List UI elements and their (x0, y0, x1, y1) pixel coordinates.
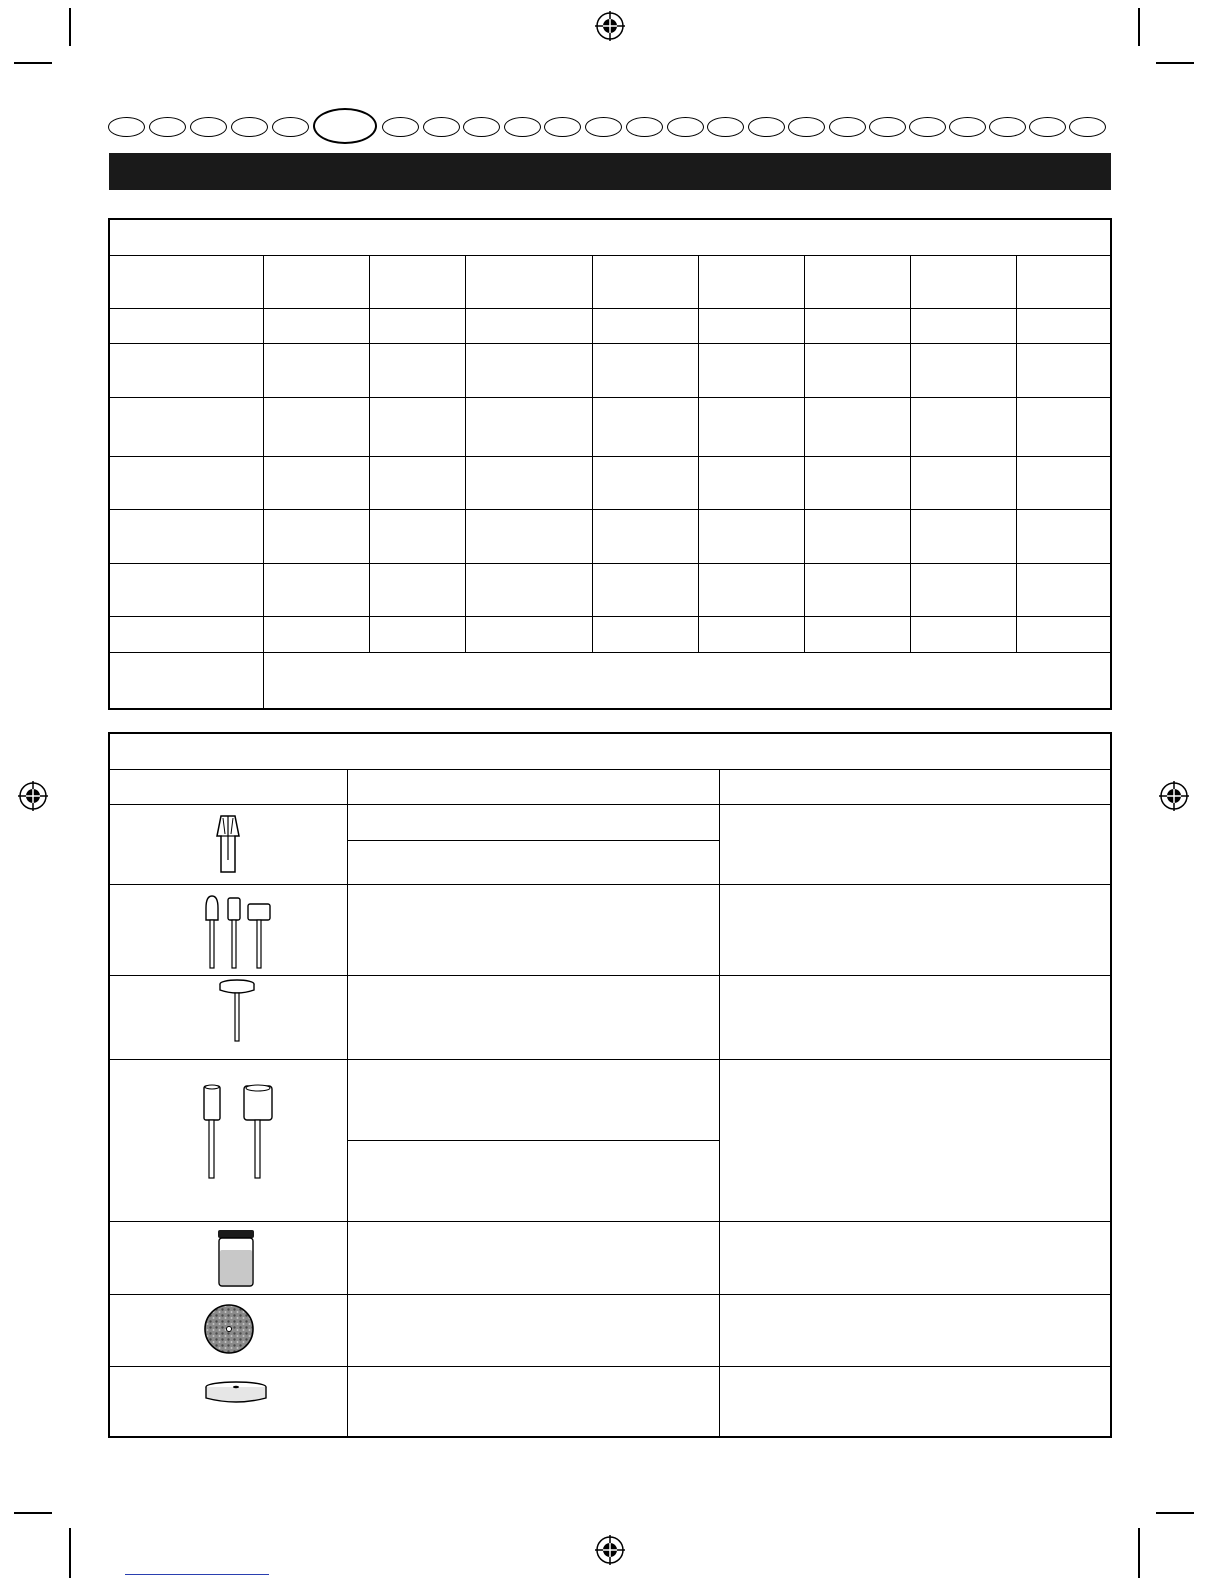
table-row-divider (110, 769, 1110, 770)
language-tab[interactable] (190, 117, 227, 137)
language-tab[interactable] (909, 117, 946, 137)
table-row-divider (110, 456, 1110, 457)
polishing-compound-jar-icon (216, 1228, 256, 1288)
section-header-bar (109, 153, 1111, 190)
language-tab[interactable] (829, 117, 866, 137)
language-tab[interactable] (949, 117, 986, 137)
table-row-divider (110, 509, 1110, 510)
crop-mark-bottom-left-horizontal (14, 1512, 52, 1514)
language-tab[interactable] (504, 117, 541, 137)
table-column-divider (804, 255, 805, 652)
crop-mark-top-right-vertical (1138, 8, 1140, 46)
table-row-divider (110, 804, 1110, 805)
language-tab[interactable] (869, 117, 906, 137)
table-row-divider (110, 652, 1110, 653)
polishing-wheel-mandrel-icon (218, 978, 256, 1042)
technical-data-table (108, 218, 1112, 710)
table-column-divider (910, 255, 911, 652)
table-column-divider (592, 255, 593, 652)
language-tab[interactable] (423, 117, 460, 137)
registration-mark-bottom-icon (594, 1534, 626, 1566)
table-row-divider (110, 616, 1110, 617)
language-tab[interactable] (382, 117, 419, 137)
table-column-divider (1016, 255, 1017, 652)
table-subrow-divider (347, 1140, 719, 1141)
language-tab[interactable] (231, 117, 268, 137)
language-tab[interactable] (108, 117, 145, 137)
felt-wheel-icon (204, 1380, 268, 1406)
language-tab[interactable] (463, 117, 500, 137)
footer-link[interactable] (125, 1574, 269, 1575)
language-tab[interactable] (1029, 117, 1066, 137)
table-row-divider (110, 975, 1110, 976)
table-column-divider (263, 255, 264, 708)
crop-mark-top-right-horizontal (1156, 62, 1194, 64)
table-column-divider (698, 255, 699, 652)
table-row-divider (110, 397, 1110, 398)
registration-mark-right-icon (1158, 780, 1190, 812)
table-row-divider (110, 308, 1110, 309)
registration-mark-top-icon (594, 10, 626, 42)
crop-mark-bottom-left-vertical (69, 1528, 71, 1578)
language-tabs (108, 108, 1108, 148)
language-tab[interactable] (989, 117, 1026, 137)
crop-mark-top-left-vertical (69, 8, 71, 46)
table-row-divider (110, 563, 1110, 564)
registration-mark-left-icon (17, 780, 49, 812)
language-tab[interactable] (585, 117, 622, 137)
table-row-divider (110, 1366, 1110, 1367)
table-row-divider (110, 1059, 1110, 1060)
language-tab-active[interactable] (313, 108, 377, 144)
crop-mark-bottom-right-horizontal (1156, 1512, 1194, 1514)
accessories-table (108, 732, 1112, 1438)
table-row-divider (110, 1221, 1110, 1222)
table-column-divider (465, 255, 466, 652)
table-column-divider (719, 769, 720, 1436)
table-column-divider (347, 769, 348, 1436)
crop-mark-top-left-horizontal (14, 62, 52, 64)
language-tab[interactable] (788, 117, 825, 137)
language-tab[interactable] (748, 117, 785, 137)
sanding-drums-icon (198, 1082, 278, 1180)
table-row-divider (110, 1294, 1110, 1295)
language-tab[interactable] (544, 117, 581, 137)
language-tab[interactable] (1069, 117, 1106, 137)
table-subrow-divider (347, 840, 719, 841)
language-tab[interactable] (667, 117, 704, 137)
table-row-divider (110, 884, 1110, 885)
collet-icon (213, 814, 243, 876)
cutting-disc-icon (203, 1302, 255, 1356)
language-tab[interactable] (272, 117, 309, 137)
language-tab[interactable] (707, 117, 744, 137)
table-row-divider (110, 255, 1110, 256)
crop-mark-bottom-right-vertical (1138, 1528, 1140, 1578)
table-row-divider (110, 343, 1110, 344)
table-column-divider (369, 255, 370, 652)
language-tab[interactable] (626, 117, 663, 137)
language-tab[interactable] (149, 117, 186, 137)
grinding-stones-icon (198, 894, 278, 970)
